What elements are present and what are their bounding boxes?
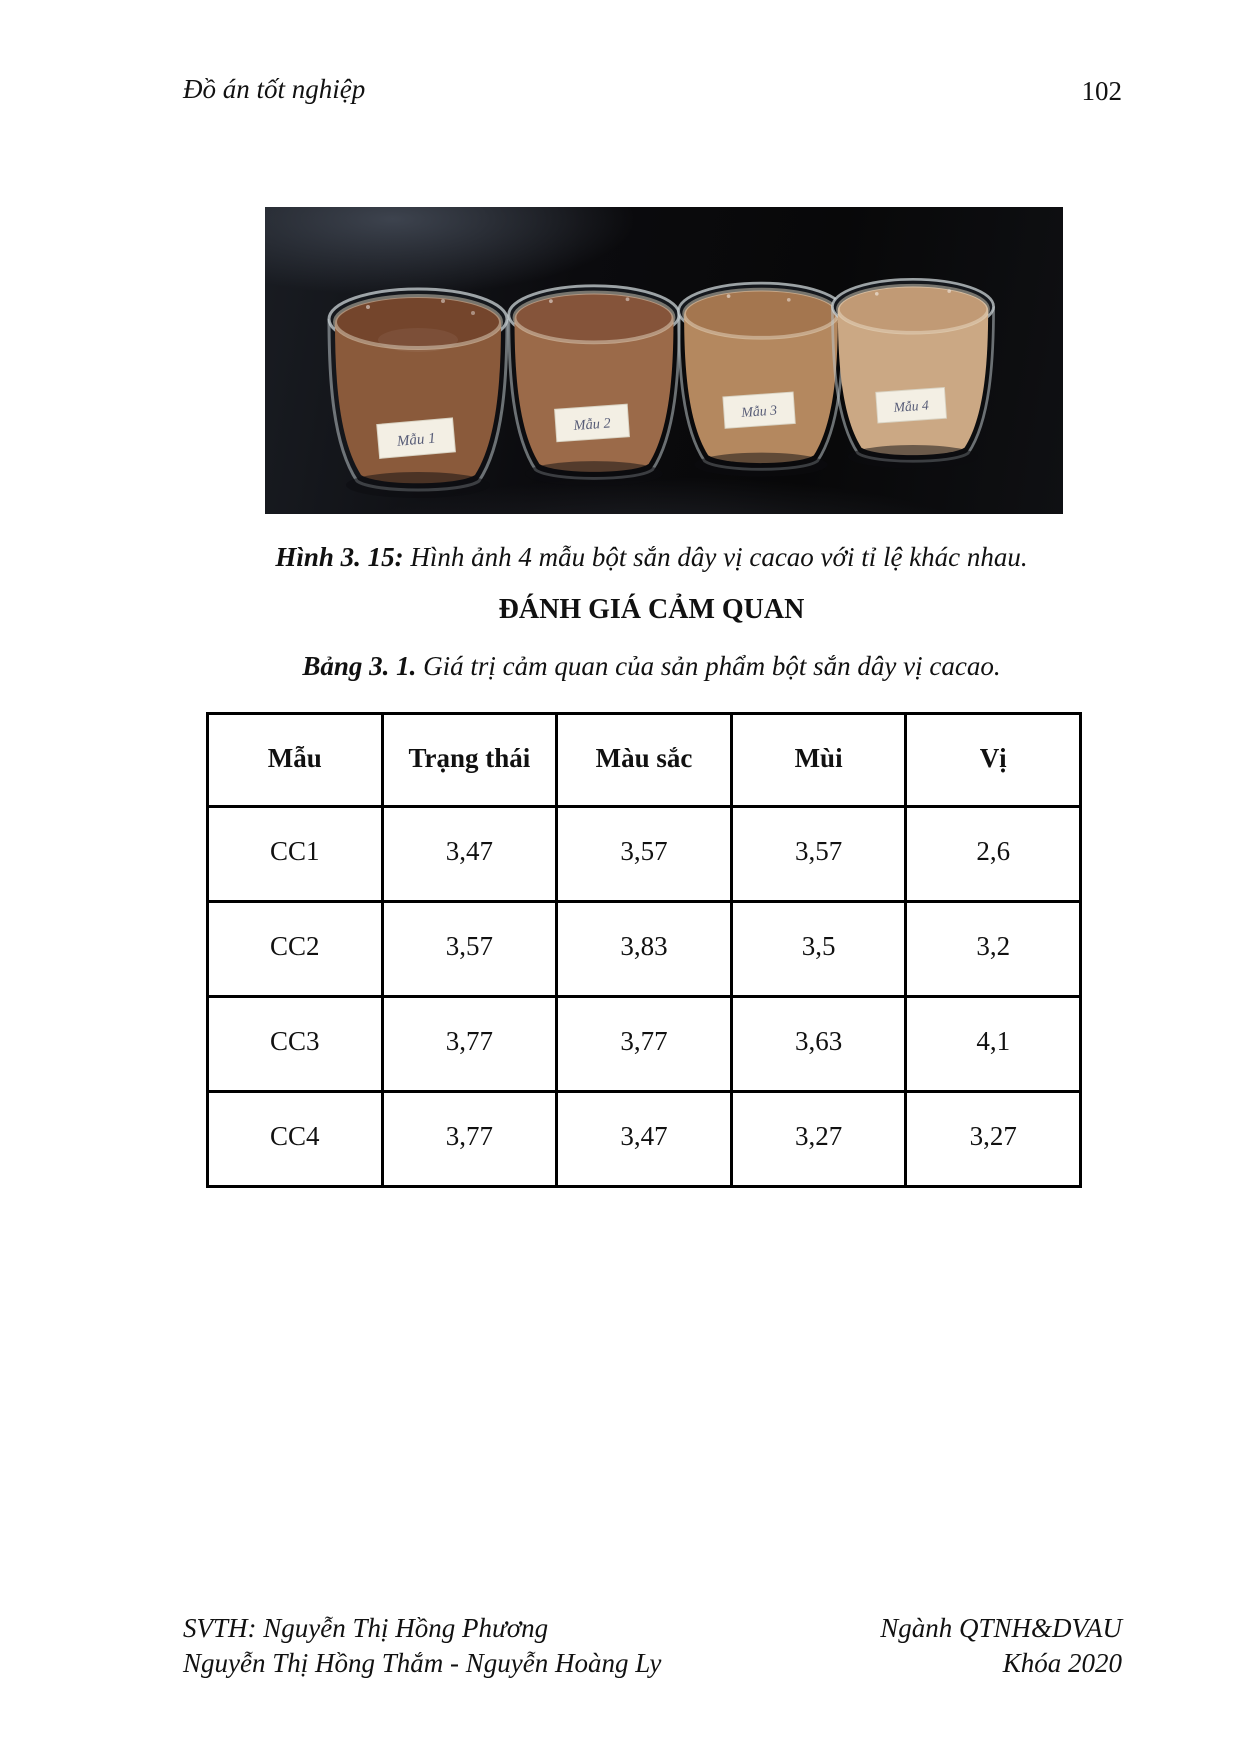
cell-value: 3,77 [382,997,557,1092]
figure-caption-label: Hình 3. 15: [275,542,404,572]
cell-sample: CC2 [208,902,383,997]
running-header-title: Đồ án tốt nghiệp [183,74,366,104]
cell-value: 3,47 [382,807,557,902]
sample-label [723,392,795,428]
table-caption-label: Bảng 3. 1. [302,651,417,681]
cell-value: 2,6 [906,807,1081,902]
cell-value: 4,1 [906,997,1081,1092]
page-number: 102 [1081,76,1122,106]
col-header-trang-thai: Trạng thái [382,714,557,807]
sample-glass-2 [503,281,685,489]
col-header-vi: Vị [906,714,1081,807]
svg-text:Mẫu 4: Mẫu 4 [893,397,930,415]
cell-value: 3,27 [906,1092,1081,1187]
glass-base-shadow [694,453,827,477]
cell-value: 3,2 [906,902,1081,997]
figure-caption [183,540,1120,574]
table-caption-text: Giá trị cảm quan của sản phẩm bột sắn dây vị cacao. [416,651,1001,681]
sample-label [876,388,947,424]
table-row [208,997,1081,1092]
table-header-row [208,714,1081,807]
sample-label [555,404,630,442]
sample-glass-4 [827,273,999,473]
cell-value: 3,5 [731,902,906,997]
cell-sample: CC1 [208,807,383,902]
sample-label [377,418,456,458]
table-row [208,1092,1081,1187]
figure-caption-text: Hình ảnh 4 mẫu bột sắn dây vị cacao với tỉ lệ khác nhau. [403,542,1028,572]
col-header-mau: Mẫu [208,714,383,807]
cell-sample: CC3 [208,997,383,1092]
table-row [208,807,1081,902]
sample-glass-1 [323,285,513,500]
glass-base-shadow [848,445,978,469]
svg-text:Mẫu 2: Mẫu 2 [573,415,612,434]
cell-value: 3,47 [557,1092,732,1187]
section-heading: ĐÁNH GIÁ CẢM QUAN [498,594,805,625]
cell-value: 3,57 [382,902,557,997]
sample-glass-3 [673,277,849,481]
glass-base-shadow [525,461,663,486]
sensory-score-table [206,712,1082,1188]
footer-author-line2: Nguyễn Thị Hồng Thắm - Nguyễn Hoàng Ly [183,1648,662,1678]
cell-sample: CC4 [208,1092,383,1187]
col-header-mui: Mùi [731,714,906,807]
footer-program-line2: Khóa 2020 [1002,1648,1122,1678]
footer-program-line1: Ngành QTNH&DVAU [880,1613,1122,1643]
cell-value: 3,57 [557,807,732,902]
cell-value: 3,27 [731,1092,906,1187]
cell-value: 3,77 [557,997,732,1092]
glass-base-shadow [346,472,490,498]
footer-authors [183,1611,661,1681]
col-header-mau-sac: Màu sắc [557,714,732,807]
footer-program [880,1611,1122,1681]
cell-value: 3,57 [731,807,906,902]
svg-text:Mẫu 1: Mẫu 1 [396,430,437,450]
surface-swirl [378,328,458,352]
footer-author-line1: SVTH: Nguyễn Thị Hồng Phương [183,1613,549,1643]
figure-photo-cacao-samples [265,207,1063,514]
cell-value: 3,63 [731,997,906,1092]
table-caption [183,649,1120,683]
table-row [208,902,1081,997]
cell-value: 3,77 [382,1092,557,1187]
cell-value: 3,83 [557,902,732,997]
svg-text:Mẫu 3: Mẫu 3 [740,403,778,421]
